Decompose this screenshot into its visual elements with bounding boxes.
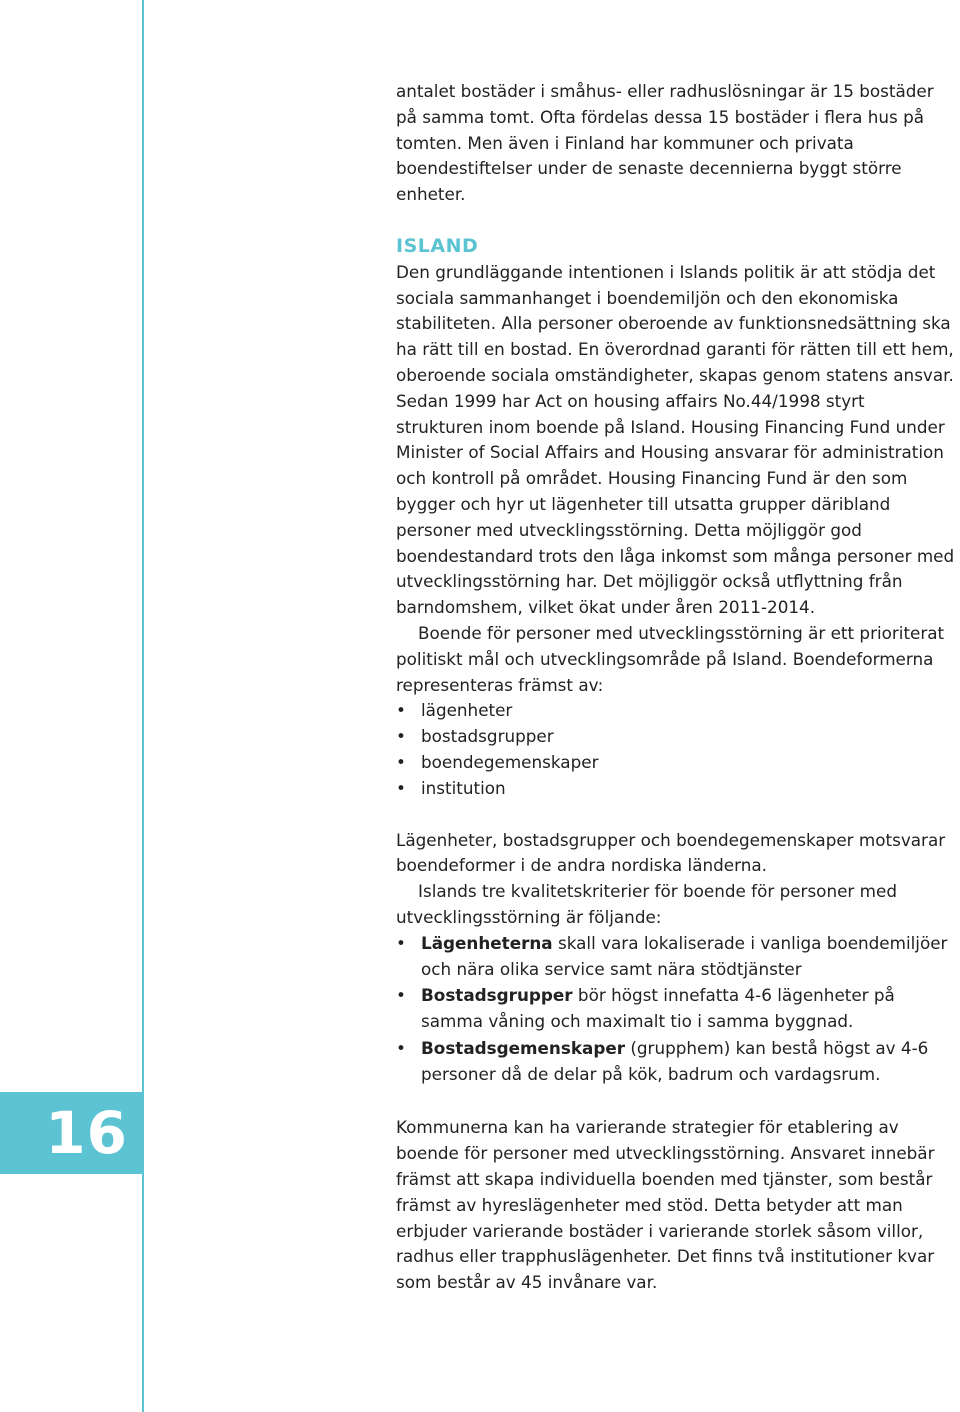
list-item: • institution	[396, 776, 956, 802]
intro-paragraph: antalet bostäder i småhus- eller radhuslösningar är 15 bostäder på samma tomt. Ofta fördelas dessa 15 bostäder i flera hus på tomten. Men även i Finland har kommuner och privata boendestiftelser under de senaste decennierna byggt större enheter.	[396, 81, 934, 205]
body-paragraph-2: Boende för personer med utvecklingsstörning är ett prioriterat politiskt mål och utvecklingsområde på Island. Boendeformerna representeras främst av:	[396, 622, 945, 695]
list-item	[396, 983, 956, 1035]
criteria-text: (grupphem) kan bestå högst av 4-6 personer då de delar på kök, badrum och vardagsrum.	[421, 1037, 929, 1084]
margin-rule	[142, 0, 144, 1412]
list-item	[396, 1036, 956, 1088]
page-number: 16	[0, 1092, 144, 1174]
criteria-term: Bostadsgrupper	[421, 985, 573, 1006]
body-paragraph-4: Islands tre kvalitetskriterier för boende för personer med utvecklingsstörning är följande:	[396, 881, 897, 927]
body-paragraph-3: Lägenheter, bostadsgrupper och boendegemenskaper motsvarar boendeformer i de andra nordiska länderna.	[396, 829, 946, 876]
list-item: • bostadsgrupper	[396, 724, 956, 750]
list-item: • boendegemenskaper	[396, 750, 956, 776]
criteria-term: Bostadsgemenskaper	[421, 1037, 626, 1058]
quality-criteria-list	[396, 931, 956, 1088]
body-paragraph-5: Kommunerna kan ha varierande strategier för etablering av boende för personer med utvecklingsstörning. Ansvaret innebär främst att skapa individuella boenden med tjänster, som består främst av hyreslägenheter med stöd. Detta betyder att man erbjuder varierande bostäder i varierande storlek såsom villor, radhus eller trapphuslägenheter. Det finns två institutioner kvar som består av 45 invånare var.	[396, 1117, 935, 1293]
body-paragraph-1: Den grundläggande intentionen i Islands politik är att stödja det sociala sammanhanget i boendemiljön och den ekonomiska stabiliteten. Alla personer oberoende av funktionsnedsättning ska ha rätt till en bostad. En överordnad garanti för rätten till ett hem, oberoende sociala omständigheter, skapas genom statens ansvar. Sedan 1999 har Act on housing affairs No.44/1998 styrt strukturen inom boende på Island. Housing Financing Fund under Minister of Social Affairs and Housing ansvarar för administration och kontroll på området. Housing Financing Fund är den som bygger och hyr ut lägenheter till utsatta grupper däribland personer med utvecklingsstörning. Detta möjliggör god boendestandard trots den låga inkomst som många personer med utvecklingsstörning har. Det möjliggör också utflyttning från barndomshem, vilket ökat under åren 2011-2014.	[396, 261, 955, 618]
housing-forms-list	[396, 698, 956, 801]
criteria-term: Lägenheterna	[421, 932, 553, 953]
list-item: • lägenheter	[396, 698, 956, 724]
criteria-text: skall vara lokaliserade i vanliga boendemiljöer och nära olika service samt nära stödtjänster	[421, 932, 948, 979]
page-body	[396, 79, 956, 1296]
section-heading: ISLAND	[396, 234, 479, 257]
criteria-text: bör högst innefatta 4-6 lägenheter på samma våning och maximalt tio i samma byggnad.	[421, 985, 895, 1032]
list-item	[396, 931, 956, 983]
